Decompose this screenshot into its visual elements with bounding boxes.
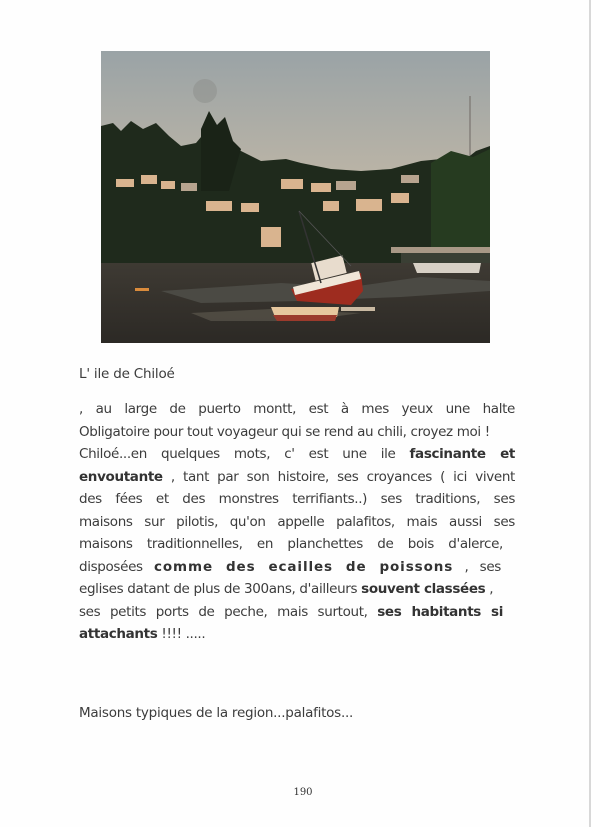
- bold-span: souvent classées: [361, 581, 486, 597]
- text-span: maisons traditionnelles, en planchettes de bois d'alerce,: [79, 536, 503, 552]
- bold-span: comme des ecailles de poissons: [153, 558, 454, 575]
- text-span: , au large de puerto montt, est à mes yeux une halte: [79, 401, 515, 417]
- paragraph-line: [79, 556, 501, 579]
- paragraph-line: [79, 533, 503, 556]
- photo-caption: L' ile de Chiloé: [79, 366, 175, 382]
- bold-span: attachants: [79, 626, 158, 642]
- paragraph-line: [79, 466, 515, 489]
- chiloe-photo: [101, 51, 490, 343]
- text-span: , tant par son histoire, ses croyances ( ici vivent: [162, 468, 515, 485]
- paragraph-line: [79, 623, 515, 646]
- text-span: Obligatoire pour tout voyageur qui se rend au chili, croyez moi !: [79, 423, 490, 440]
- bold-span: ses habitants si: [377, 603, 503, 620]
- bold-span: fascinante et: [409, 446, 515, 462]
- text-span: des fées et des monstres terrifiants..) ses traditions, ses: [79, 491, 515, 507]
- bottom-caption: Maisons typiques de la region...palafitos...: [79, 705, 354, 721]
- text-span: maisons sur pilotis, qu'on appelle palafitos, mais aussi ses: [79, 513, 515, 530]
- paragraph-line: [79, 511, 515, 534]
- paragraph-line: [79, 601, 503, 624]
- body-paragraph: [79, 398, 515, 646]
- paragraph-line: [79, 488, 515, 511]
- text-span: eglises datant de plus de 300ans, d'ailleurs: [79, 581, 362, 597]
- paragraph-line: [79, 398, 515, 421]
- bold-span: envoutante: [79, 468, 163, 485]
- text-span: , ses: [453, 558, 501, 575]
- text-span: ses petits ports de peche, mais surtout,: [79, 603, 378, 620]
- paragraph-line: [79, 578, 515, 601]
- text-span: disposées: [79, 558, 154, 575]
- paragraph-line: [79, 421, 515, 444]
- text-span: Chiloé...en quelques mots, c' est une ile: [79, 446, 410, 462]
- page-number: 190: [293, 787, 313, 798]
- text-span: !!!! .....: [157, 626, 206, 642]
- text-span: ,: [485, 581, 494, 597]
- paragraph-line: [79, 443, 515, 466]
